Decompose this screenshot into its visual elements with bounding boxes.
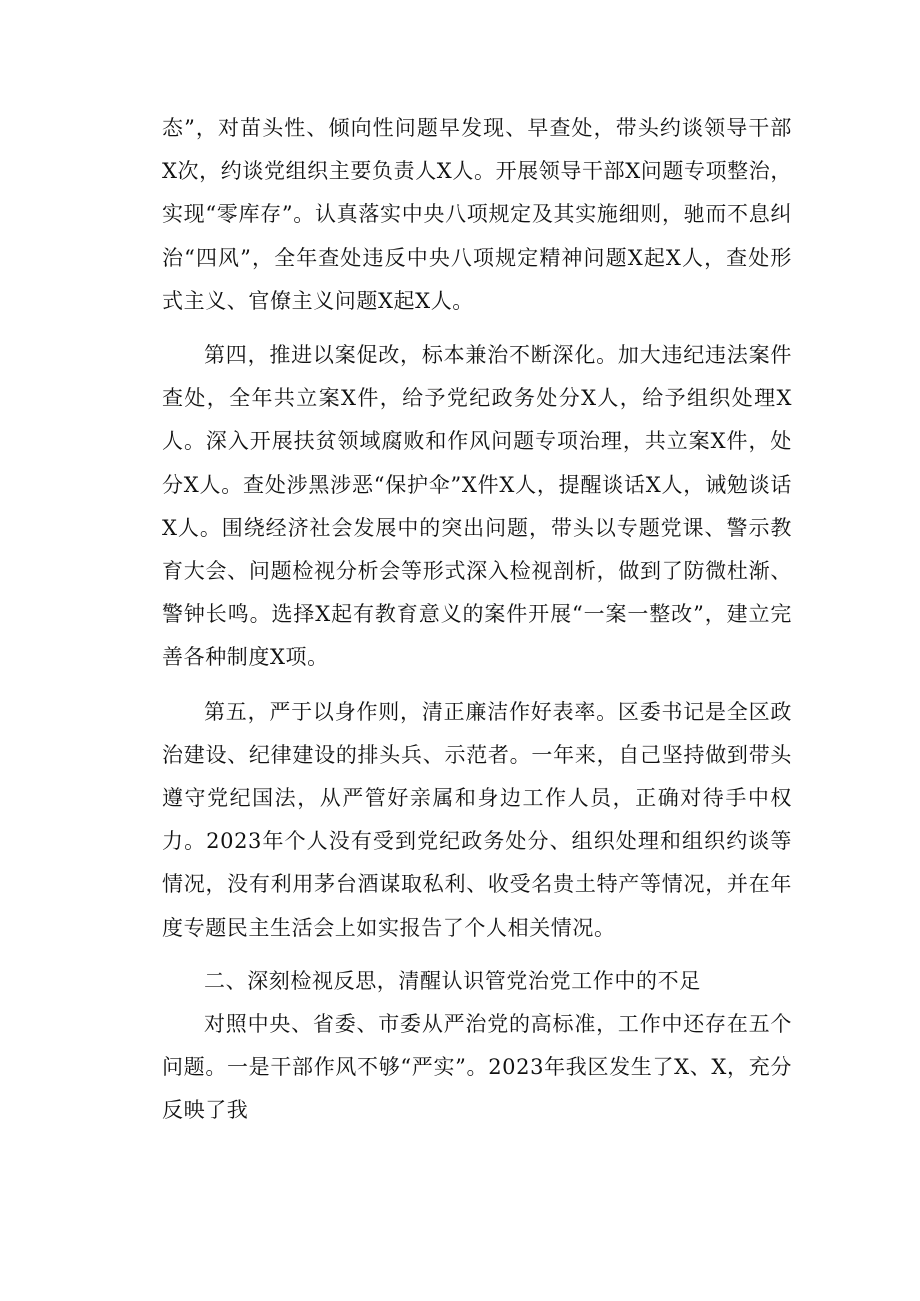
paragraph-fifth-point: 第五，严于以身作则，清正廉洁作好表率。区委书记是全区政治建设、纪律建设的排头兵、示范者。一年来，自己坚持做到带头遵守党纪国法，从严管好亲属和身边工作人员，正确对待手中权力。2023年个人没有受到党纪政务处分、组织处理和组织约谈等情况，没有利用茅台酒谋取私利、收受名贵土特产等情况，并在年度专题民主生活会上如实报告了个人相关情况。 <box>162 699 792 940</box>
paragraph-fourth-point: 第四，推进以案促改，标本兼治不断深化。加大违纪违法案件查处，全年共立案X件，给予党纪政务处分X人，给予组织处理X人。深入开展扶贫领域腐败和作风问题专项治理，共立案X件，处分X人。查处涉黑涉恶“保护伞”X件X人，提醒谈话X人，诫勉谈话X人。围绕经济社会发展中的突出问题，带头以专题党课、警示教育大会、问题检视分析会等形式深入检视剖析，做到了防微杜渐、警钟长鸣。选择X起有教育意义的案件开展“一案一整改”，建立完善各种制度X项。 <box>162 343 792 670</box>
document-body <box>162 107 792 1133</box>
paragraph-continuation: 态”，对苗头性、倾向性问题早发现、早查处，带头约谈领导干部X次，约谈党组织主要负责人X人。开展领导干部X问题专项整治，实现“零库存”。认真落实中央八项规定及其实施细则，驰而不息纠治“四风”，全年查处违反中央八项规定精神问题X起X人，查处形式主义、官僚主义问题X起X人。 <box>162 116 792 313</box>
paragraph-problems: 对照中央、省委、市委从严治党的高标准，工作中还存在五个问题。一是干部作风不够“严实”。2023年我区发生了X、X，充分反映了我 <box>162 1012 792 1123</box>
section-heading: 二、深刻检视反思，清醒认识管党治党工作中的不足 <box>204 968 701 993</box>
